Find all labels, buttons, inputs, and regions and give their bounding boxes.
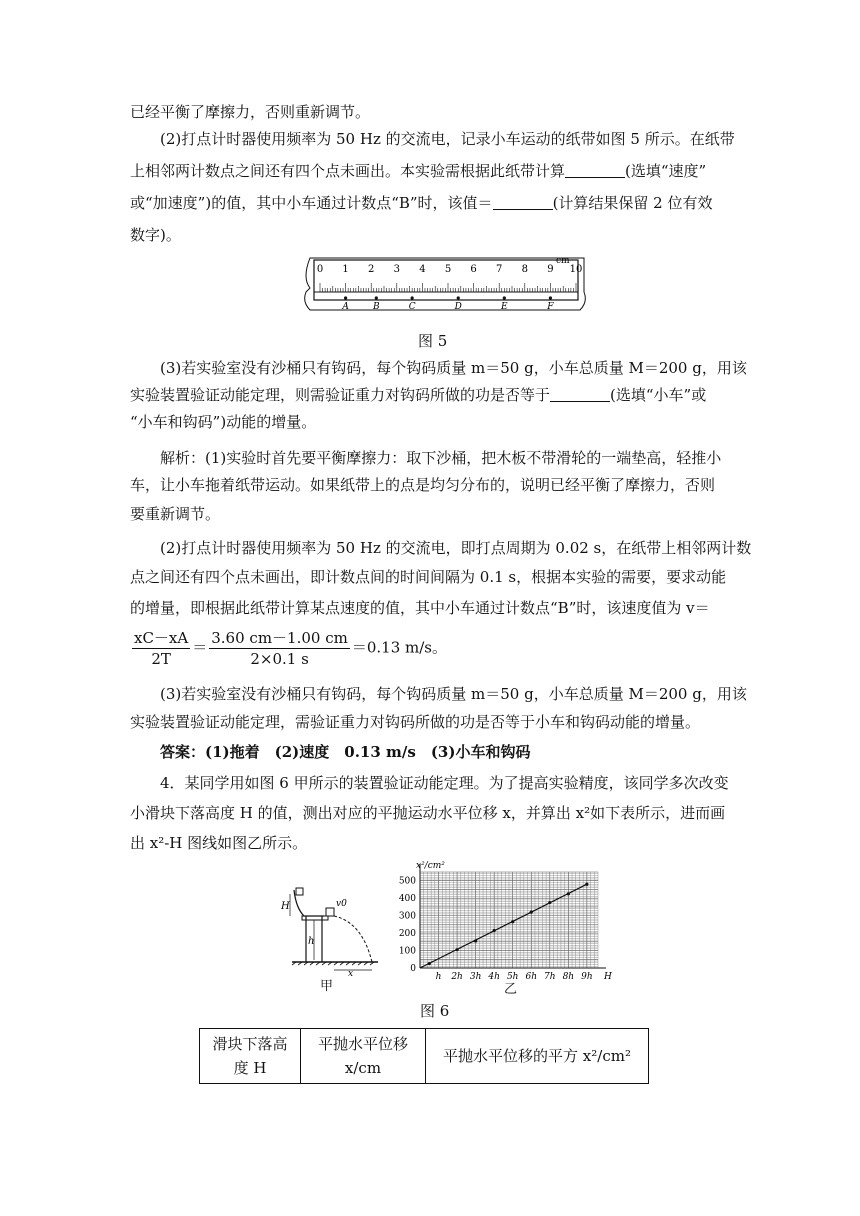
data-point [511, 920, 514, 923]
data-point [548, 901, 551, 904]
x-tick-label: 7h [544, 972, 556, 982]
tape-dot [375, 296, 378, 299]
tape-point-label: D [454, 302, 462, 312]
answer-blank [565, 162, 625, 178]
ruler-unit: cm [556, 256, 570, 266]
solution-3-line2: 实验装置验证动能定理，需验证重力对钩码所做的功是否等于小车和钩码动能的增量。 [130, 713, 701, 731]
x-tick-label: 8h [562, 972, 575, 982]
solution-2-line1: (2)打点计时器使用频率为 50 Hz 的交流电，即打点周期为 0.02 s，在纸带上相邻两计数 [160, 539, 752, 557]
x-tick-label: 9h [581, 972, 593, 982]
data-point [428, 962, 431, 965]
question-2-line1: (2)打点计时器使用频率为 50 Hz 的交流电，记录小车运动的纸带如图 5 所示。在纸带 [160, 130, 735, 148]
y-tick-label: 0 [410, 964, 416, 974]
tape-point-label: B [373, 302, 380, 312]
ruler-tape-figure [298, 252, 598, 316]
y-tick-label: 200 [398, 929, 416, 940]
y-tick-label: 300 [398, 911, 416, 922]
tape-dot [549, 296, 552, 299]
table-header-cell: 滑块下落高 度 H [200, 1029, 301, 1084]
data-point [585, 883, 588, 886]
tape-dot [411, 296, 414, 299]
ruler-tick-label: 9 [547, 264, 554, 275]
y-tick-label: 100 [398, 946, 416, 957]
solution-2-line2: 点之间还有四个点未画出，即计数点间的时间间隔为 0.1 s，根据本实验的需要，要求动能 [130, 568, 727, 586]
ruler-tick-label: 5 [444, 264, 452, 275]
tape-point-label: F [547, 302, 554, 312]
ruler-tick-label: 6 [470, 264, 477, 275]
answer-blank [550, 386, 610, 402]
ruler-tick-label: 0 [316, 264, 324, 275]
y-tick-label: 400 [398, 894, 416, 905]
label-h: h [308, 936, 315, 947]
tape-point-label: E [501, 302, 508, 312]
data-table [199, 1028, 649, 1084]
figure-6-caption: 图 6 [420, 1002, 450, 1020]
ruler-tick-label: 1 [342, 264, 349, 275]
question-4-line3: 出 x²-H 图线如图乙所示。 [130, 834, 308, 852]
question-2-line4: 数字)。 [130, 226, 181, 244]
solution-3-line1: (3)若实验室没有沙桶只有钩码，每个钩码质量 m＝50 g，小车总质量 M＝200 g，用该 [160, 685, 747, 703]
answer-line: 答案：(1)拖着 (2)速度 0.13 m/s (3)小车和钩码 [160, 743, 531, 761]
figure-5-caption: 图 5 [418, 332, 448, 350]
text-line: 已经平衡了摩擦力，否则重新调节。 [130, 103, 371, 121]
x-tick-label: 2h [451, 972, 463, 982]
question-3-line1: (3)若实验室没有沙桶只有钩码，每个钩码质量 m＝50 g，小车总质量 M＝200 g，用该 [160, 359, 747, 377]
y-tick-label: 500 [398, 876, 416, 887]
ruler-tick-label: 8 [521, 264, 528, 275]
x-tick-label: 5h [506, 972, 519, 982]
data-point [530, 911, 533, 914]
question-3-line3: “小车和钩码”)动能的增量。 [130, 413, 317, 431]
ruler-tick-label: 3 [393, 264, 400, 275]
ruler-tick-label: 10 [569, 264, 583, 275]
tape-dot [457, 296, 460, 299]
data-point [493, 929, 496, 932]
label-jia: 甲 [320, 979, 334, 994]
chart-grid [420, 872, 598, 968]
data-point [474, 939, 477, 942]
tape-point-label: C [408, 302, 416, 312]
x-tick-label: 6h [525, 972, 538, 982]
ruler-tick-label: 4 [419, 264, 426, 275]
answer-blank [493, 194, 553, 210]
y-axis-label: x²/cm² [416, 861, 445, 871]
x2-H-chart [386, 858, 616, 988]
x-tick-label: 4h [488, 972, 500, 982]
tape-dot [503, 296, 506, 299]
table-header-cell: 平抛水平位移 x/cm [301, 1029, 426, 1084]
question-4-line1: 4．某同学用如图 6 甲所示的装置验证动能定理。为了提高实验精度，该同学多次改变 [160, 774, 729, 792]
data-point [455, 948, 458, 951]
label-v0: v0 [336, 899, 347, 909]
x-tick-label: 3h [469, 972, 482, 982]
velocity-formula: $\frac{xC-xA}{2T}$ ＝ $\frac{3.60 cm-1.00 cm}{2\times 0.1 s}$ ＝0.13 m/s。 [134, 629, 447, 668]
question-3-line2: 实验装置验证动能定理，则需验证重力对钩码所做的功是否等于 (选填“小车”或 [130, 386, 707, 404]
table-header-row [200, 1029, 649, 1084]
solution-1-line3: 要重新调节。 [130, 505, 221, 523]
label-yi: 乙 [504, 982, 518, 997]
tape-point-label: A [342, 302, 349, 312]
question-2-line3: 或“加速度”)的值，其中小车通过计数点“B”时，该值＝ (计算结果保留 2 位有效 [130, 194, 713, 212]
label-H: H [281, 901, 290, 912]
label-x: x [348, 969, 354, 979]
x-axis-label: H [604, 972, 612, 982]
ruler-tick-label: 2 [368, 264, 375, 275]
solution-1-line2: 车，让小车拖着纸带运动。如果纸带上的点是均匀分布的，说明已经平衡了摩擦力，否则 [130, 476, 716, 494]
table-header-cell: 平抛水平位移的平方 x²/cm² [426, 1029, 649, 1084]
solution-1-line1: 解析：(1)实验时首先要平衡摩擦力：取下沙桶，把木板不带滑轮的一端垫高，轻推小 [160, 449, 722, 467]
question-2-line2: 上相邻两计数点之间还有四个点未画出。本实验需根据此纸带计算 (选填“速度” [130, 162, 707, 180]
question-4-line2: 小滑块下落高度 H 的值，测出对应的平抛运动水平位移 x，并算出 x²如下表所示，进而画 [130, 804, 726, 822]
data-point [567, 892, 570, 895]
x-tick-label: h [435, 972, 442, 982]
ruler-tick-label: 7 [496, 264, 503, 275]
solution-2-line3: 的增量，即根据此纸带计算某点速度的值，其中小车通过计数点“B”时，该速度值为 v＝ [130, 599, 710, 617]
apparatus-diagram [278, 880, 388, 980]
tape-dot [344, 296, 347, 299]
